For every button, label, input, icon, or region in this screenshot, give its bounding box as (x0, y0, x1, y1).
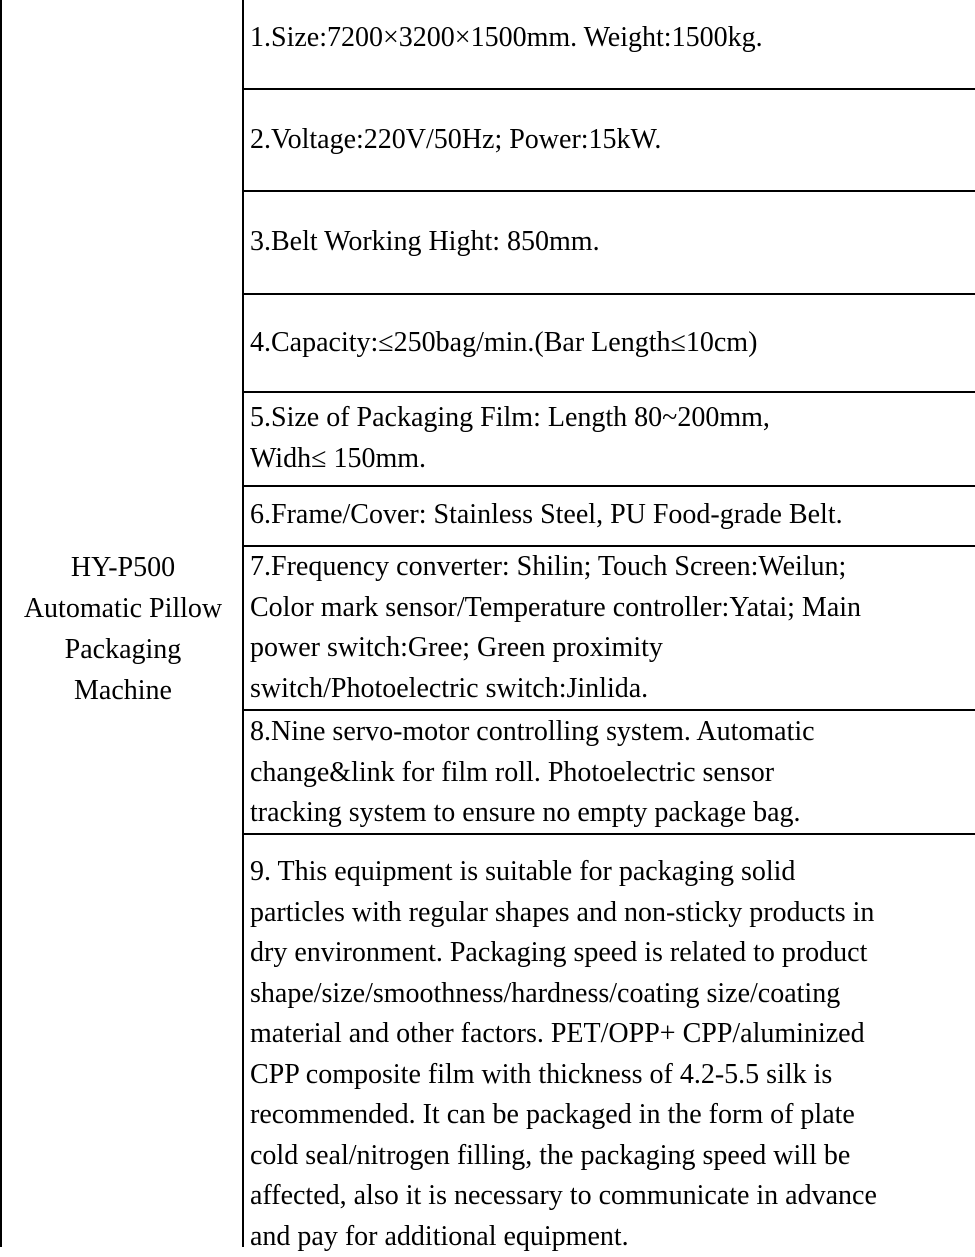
spec-cell-1 (250, 18, 975, 59)
spec-line: dry environment. Packaging speed is related to product (250, 933, 975, 974)
spec-line: 1.Size:7200×3200×1500mm. Weight:1500kg. (250, 18, 975, 59)
product-name-cell (3, 547, 243, 711)
spec-line: 6.Frame/Cover: Stainless Steel, PU Food-grade Belt. (250, 495, 975, 536)
spec-line: 7.Frequency converter: Shilin; Touch Screen:Weilun; (250, 547, 975, 588)
product-name-line: Packaging (3, 629, 243, 670)
spec-cell-8 (250, 712, 975, 834)
table-left-border (0, 0, 2, 1247)
spec-line: CPP composite film with thickness of 4.2-5.5 silk is (250, 1055, 975, 1096)
spec-line: particles with regular shapes and non-sticky products in (250, 893, 975, 934)
spec-line: 9. This equipment is suitable for packaging solid (250, 852, 975, 893)
product-name-line: Automatic Pillow (3, 588, 243, 629)
spec-cell-7 (250, 547, 975, 709)
spec-line: 4.Capacity:≤250bag/min.(Bar Length≤10cm) (250, 323, 975, 364)
spec-line: cold seal/nitrogen filling, the packaging speed will be (250, 1136, 975, 1177)
spec-line: 3.Belt Working Hight: 850mm. (250, 222, 975, 263)
spec-line: 8.Nine servo-motor controlling system. Automatic (250, 712, 975, 753)
spec-line: affected, also it is necessary to communicate in advance (250, 1176, 975, 1217)
spec-line: power switch:Gree; Green proximity (250, 628, 975, 669)
spec-line: material and other factors. PET/OPP+ CPP/aluminized (250, 1014, 975, 1055)
product-name-line: HY-P500 (3, 547, 243, 588)
spec-line: 2.Voltage:220V/50Hz; Power:15kW. (250, 120, 975, 161)
row-divider (243, 293, 975, 295)
spec-line: switch/Photoelectric switch:Jinlida. (250, 669, 975, 710)
spec-line: and pay for additional equipment. (250, 1217, 975, 1257)
row-divider (243, 391, 975, 393)
spec-cell-6 (250, 495, 975, 536)
spec-cell-9 (250, 852, 975, 1257)
spec-line: 5.Size of Packaging Film: Length 80~200mm, (250, 398, 975, 439)
spec-line: shape/size/smoothness/hardness/coating size/coating (250, 974, 975, 1015)
row-divider (243, 88, 975, 90)
spec-line: Color mark sensor/Temperature controller:Yatai; Main (250, 588, 975, 629)
spec-line: Widh≤ 150mm. (250, 439, 975, 480)
spec-cell-3 (250, 222, 975, 263)
row-divider (243, 709, 975, 711)
product-name-line: Machine (3, 670, 243, 711)
spec-cell-2 (250, 120, 975, 161)
row-divider (243, 190, 975, 192)
spec-line: change&link for film roll. Photoelectric sensor (250, 753, 975, 794)
spec-cell-5 (250, 398, 975, 479)
spec-line: recommended. It can be packaged in the form of plate (250, 1095, 975, 1136)
spec-cell-4 (250, 323, 975, 364)
spec-line: tracking system to ensure no empty package bag. (250, 793, 975, 834)
row-divider (243, 485, 975, 487)
